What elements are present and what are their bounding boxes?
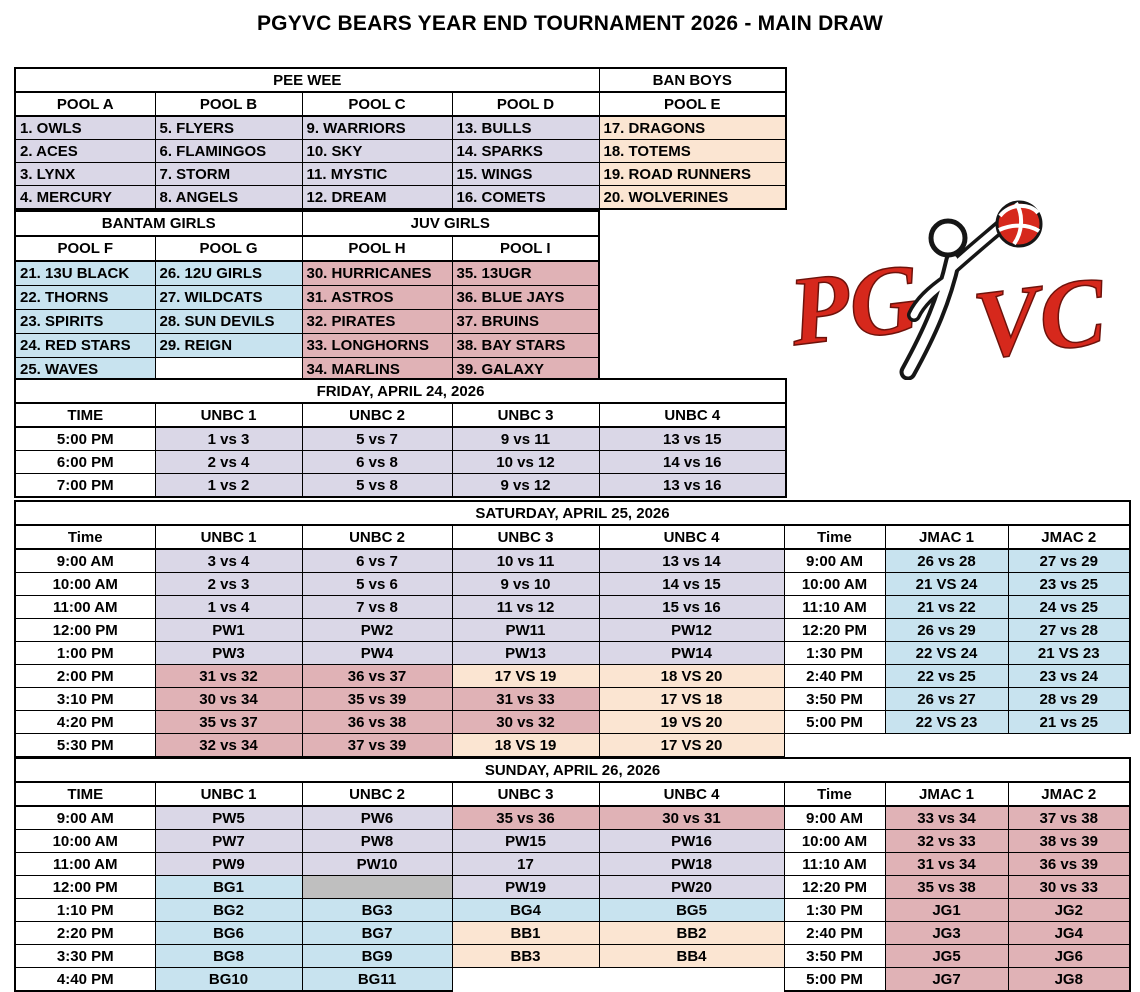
time-cell: 1:10 PM	[15, 899, 155, 922]
match-cell: 27 vs 28	[1008, 619, 1130, 642]
time-cell: 12:00 PM	[15, 876, 155, 899]
team-cell: 38. BAY STARS	[452, 334, 599, 358]
column-header-cell: UNBC 1	[155, 525, 302, 549]
match-cell: JG2	[1008, 899, 1130, 922]
match-cell: PW10	[302, 853, 452, 876]
match-cell: PW11	[452, 619, 599, 642]
time-cell: 6:00 PM	[15, 451, 155, 474]
match-cell: PW18	[599, 853, 784, 876]
match-cell: 31 vs 34	[885, 853, 1008, 876]
team-cell: 16. COMETS	[452, 186, 599, 210]
team-cell: 15. WINGS	[452, 163, 599, 186]
match-cell: 26 vs 29	[885, 619, 1008, 642]
time-cell: 3:30 PM	[15, 945, 155, 968]
team-cell: 33. LONGHORNS	[302, 334, 452, 358]
match-cell: 13 vs 16	[599, 474, 786, 498]
match-cell: BG7	[302, 922, 452, 945]
time-cell: 3:50 PM	[784, 688, 885, 711]
match-cell: 24 vs 25	[1008, 596, 1130, 619]
time-cell: 2:20 PM	[15, 922, 155, 945]
match-cell: 26 vs 28	[885, 549, 1008, 573]
match-cell: 22 VS 24	[885, 642, 1008, 665]
team-cell: 3. LYNX	[15, 163, 155, 186]
team-cell: 36. BLUE JAYS	[452, 286, 599, 310]
time-cell: 3:50 PM	[784, 945, 885, 968]
pool-header-cell: POOL I	[452, 236, 599, 261]
match-cell: BG8	[155, 945, 302, 968]
column-header-cell: UNBC 3	[452, 403, 599, 427]
match-cell: PW12	[599, 619, 784, 642]
match-cell: 1 vs 2	[155, 474, 302, 498]
match-cell: JG7	[885, 968, 1008, 992]
match-cell: PW16	[599, 830, 784, 853]
match-cell: BG9	[302, 945, 452, 968]
empty-cell	[452, 968, 599, 992]
empty-cell	[599, 968, 784, 992]
match-cell: 5 vs 7	[302, 427, 452, 451]
match-cell: BG11	[302, 968, 452, 992]
match-cell	[302, 876, 452, 899]
peewee-banboys-pools-table	[14, 67, 787, 210]
time-cell: 11:10 AM	[784, 853, 885, 876]
match-cell: 14 vs 16	[599, 451, 786, 474]
team-cell: 17. DRAGONS	[599, 116, 786, 140]
match-cell: 17 VS 18	[599, 688, 784, 711]
match-cell: BB3	[452, 945, 599, 968]
column-header-cell: UNBC 4	[599, 403, 786, 427]
column-header-cell: JMAC 2	[1008, 782, 1130, 806]
match-cell: PW4	[302, 642, 452, 665]
match-cell: 17 VS 19	[452, 665, 599, 688]
friday-schedule-table	[14, 378, 787, 498]
page-title: PGYVC BEARS YEAR END TOURNAMENT 2026 - MAIN DRAW	[256, 12, 884, 35]
match-cell: 1 vs 4	[155, 596, 302, 619]
column-header-cell: JMAC 1	[885, 782, 1008, 806]
team-cell: 9. WARRIORS	[302, 116, 452, 140]
column-header-cell: JMAC 1	[885, 525, 1008, 549]
time-cell: 9:00 AM	[784, 806, 885, 830]
saturday-schedule-table	[14, 500, 1131, 758]
match-cell: 30 vs 33	[1008, 876, 1130, 899]
match-cell: 19 VS 20	[599, 711, 784, 734]
match-cell: 13 vs 14	[599, 549, 784, 573]
match-cell: PW5	[155, 806, 302, 830]
match-cell: 38 vs 39	[1008, 830, 1130, 853]
time-cell: 10:00 AM	[784, 573, 885, 596]
match-cell: BG1	[155, 876, 302, 899]
group-header-cell: JUV GIRLS	[302, 211, 599, 236]
match-cell: 31 vs 33	[452, 688, 599, 711]
team-cell: 18. TOTEMS	[599, 140, 786, 163]
time-cell: 4:20 PM	[15, 711, 155, 734]
match-cell: 27 vs 29	[1008, 549, 1130, 573]
match-cell: 10 vs 12	[452, 451, 599, 474]
match-cell: 35 vs 39	[302, 688, 452, 711]
team-cell: 22. THORNS	[15, 286, 155, 310]
pool-header-cell: POOL G	[155, 236, 302, 261]
match-cell: BG3	[302, 899, 452, 922]
match-cell: 21 vs 22	[885, 596, 1008, 619]
match-cell: BG5	[599, 899, 784, 922]
match-cell: JG5	[885, 945, 1008, 968]
match-cell: 5 vs 6	[302, 573, 452, 596]
time-cell: 11:00 AM	[15, 596, 155, 619]
time-cell: 11:10 AM	[784, 596, 885, 619]
match-cell: JG3	[885, 922, 1008, 945]
team-cell: 26. 12U GIRLS	[155, 261, 302, 286]
volleyball-icon	[997, 202, 1041, 246]
column-header-cell: JMAC 2	[1008, 525, 1130, 549]
match-cell: 6 vs 7	[302, 549, 452, 573]
time-cell: 10:00 AM	[784, 830, 885, 853]
time-cell: 3:10 PM	[15, 688, 155, 711]
match-cell: PW3	[155, 642, 302, 665]
column-header-cell: Time	[784, 525, 885, 549]
match-cell: PW9	[155, 853, 302, 876]
time-cell: 1:30 PM	[784, 642, 885, 665]
pool-header-cell: POOL C	[302, 92, 452, 116]
group-header-cell: PEE WEE	[15, 68, 599, 92]
empty-cell	[1008, 734, 1130, 758]
time-cell: 2:00 PM	[15, 665, 155, 688]
time-cell: 12:20 PM	[784, 876, 885, 899]
time-cell: 10:00 AM	[15, 573, 155, 596]
match-cell: PW20	[599, 876, 784, 899]
column-header-cell: UNBC 3	[452, 525, 599, 549]
column-header-cell: UNBC 1	[155, 403, 302, 427]
team-cell: 8. ANGELS	[155, 186, 302, 210]
team-cell: 39. GALAXY	[452, 358, 599, 383]
match-cell: 22 vs 25	[885, 665, 1008, 688]
time-cell: 9:00 AM	[15, 806, 155, 830]
time-cell: 1:00 PM	[15, 642, 155, 665]
pool-header-cell: POOL E	[599, 92, 786, 116]
match-cell: PW8	[302, 830, 452, 853]
day-title-cell: SATURDAY, APRIL 25, 2026	[15, 501, 1130, 525]
match-cell: 9 vs 10	[452, 573, 599, 596]
match-cell: JG4	[1008, 922, 1130, 945]
team-cell: 28. SUN DEVILS	[155, 310, 302, 334]
logo-text-vc: VC	[968, 257, 1112, 380]
team-cell: 23. SPIRITS	[15, 310, 155, 334]
time-cell: 7:00 PM	[15, 474, 155, 498]
column-header-cell: Time	[784, 782, 885, 806]
time-cell: 12:00 PM	[15, 619, 155, 642]
pool-header-cell: POOL A	[15, 92, 155, 116]
match-cell: JG8	[1008, 968, 1130, 992]
match-cell: 10 vs 11	[452, 549, 599, 573]
match-cell: 18 VS 20	[599, 665, 784, 688]
match-cell: 11 vs 12	[452, 596, 599, 619]
match-cell: 37 vs 39	[302, 734, 452, 758]
match-cell: 7 vs 8	[302, 596, 452, 619]
match-cell: 2 vs 3	[155, 573, 302, 596]
match-cell: 33 vs 34	[885, 806, 1008, 830]
column-header-cell: UNBC 2	[302, 525, 452, 549]
column-header-cell: UNBC 3	[452, 782, 599, 806]
match-cell: 26 vs 27	[885, 688, 1008, 711]
time-cell: 12:20 PM	[784, 619, 885, 642]
match-cell: 30 vs 31	[599, 806, 784, 830]
time-cell: 5:00 PM	[784, 711, 885, 734]
column-header-cell: UNBC 1	[155, 782, 302, 806]
column-header-cell: UNBC 4	[599, 525, 784, 549]
team-cell: 37. BRUINS	[452, 310, 599, 334]
team-cell: 5. FLYERS	[155, 116, 302, 140]
team-cell: 34. MARLINS	[302, 358, 452, 383]
time-cell: 10:00 AM	[15, 830, 155, 853]
match-cell: 36 vs 37	[302, 665, 452, 688]
match-cell: 13 vs 15	[599, 427, 786, 451]
day-title-cell: FRIDAY, APRIL 24, 2026	[15, 379, 786, 403]
column-header-cell: Time	[15, 525, 155, 549]
match-cell: 23 vs 25	[1008, 573, 1130, 596]
group-header-cell: BAN BOYS	[599, 68, 786, 92]
match-cell: 31 vs 32	[155, 665, 302, 688]
bantam-juv-girls-pools-table	[14, 210, 600, 383]
match-cell: 6 vs 8	[302, 451, 452, 474]
team-cell: 12. DREAM	[302, 186, 452, 210]
time-cell: 5:30 PM	[15, 734, 155, 758]
time-cell: 2:40 PM	[784, 922, 885, 945]
team-cell: 24. RED STARS	[15, 334, 155, 358]
match-cell: 15 vs 16	[599, 596, 784, 619]
empty-cell	[784, 734, 885, 758]
column-header-cell: TIME	[15, 782, 155, 806]
match-cell: 36 vs 39	[1008, 853, 1130, 876]
match-cell: 17	[452, 853, 599, 876]
match-cell: JG6	[1008, 945, 1130, 968]
match-cell: PW19	[452, 876, 599, 899]
match-cell: 22 VS 23	[885, 711, 1008, 734]
time-cell: 9:00 AM	[15, 549, 155, 573]
match-cell: PW6	[302, 806, 452, 830]
group-header-cell: BANTAM GIRLS	[15, 211, 302, 236]
match-cell: PW13	[452, 642, 599, 665]
match-cell: 37 vs 38	[1008, 806, 1130, 830]
match-cell: 17 VS 20	[599, 734, 784, 758]
team-cell: 1. OWLS	[15, 116, 155, 140]
match-cell: BB2	[599, 922, 784, 945]
match-cell: 21 vs 25	[1008, 711, 1130, 734]
match-cell: PW15	[452, 830, 599, 853]
match-cell: 32 vs 34	[155, 734, 302, 758]
match-cell: BG10	[155, 968, 302, 992]
match-cell: BB1	[452, 922, 599, 945]
match-cell: 30 vs 34	[155, 688, 302, 711]
match-cell: JG1	[885, 899, 1008, 922]
match-cell: 9 vs 12	[452, 474, 599, 498]
team-cell: 25. WAVES	[15, 358, 155, 383]
pgvc-logo-graphic	[790, 198, 1126, 380]
empty-cell	[885, 734, 1008, 758]
team-cell: 31. ASTROS	[302, 286, 452, 310]
match-cell: 36 vs 38	[302, 711, 452, 734]
match-cell: 14 vs 15	[599, 573, 784, 596]
time-cell: 5:00 PM	[784, 968, 885, 992]
team-cell: 29. REIGN	[155, 334, 302, 358]
team-cell: 27. WILDCATS	[155, 286, 302, 310]
column-header-cell: UNBC 2	[302, 782, 452, 806]
team-cell: 13. BULLS	[452, 116, 599, 140]
team-cell: 4. MERCURY	[15, 186, 155, 210]
team-cell: 20. WOLVERINES	[599, 186, 786, 210]
team-cell: 32. PIRATES	[302, 310, 452, 334]
match-cell: PW2	[302, 619, 452, 642]
match-cell: BB4	[599, 945, 784, 968]
time-cell: 11:00 AM	[15, 853, 155, 876]
match-cell: 1 vs 3	[155, 427, 302, 451]
column-header-cell: UNBC 4	[599, 782, 784, 806]
team-cell: 21. 13U BLACK	[15, 261, 155, 286]
match-cell: 21 VS 24	[885, 573, 1008, 596]
match-cell: 35 vs 38	[885, 876, 1008, 899]
pool-header-cell: POOL H	[302, 236, 452, 261]
time-cell: 4:40 PM	[15, 968, 155, 992]
team-cell: 7. STORM	[155, 163, 302, 186]
team-cell: 35. 13UGR	[452, 261, 599, 286]
match-cell: BG6	[155, 922, 302, 945]
pgvc-logo	[790, 198, 1126, 380]
match-cell: BG4	[452, 899, 599, 922]
team-cell: 11. MYSTIC	[302, 163, 452, 186]
team-cell: 30. HURRICANES	[302, 261, 452, 286]
match-cell: 23 vs 24	[1008, 665, 1130, 688]
match-cell: 30 vs 32	[452, 711, 599, 734]
pool-header-cell: POOL F	[15, 236, 155, 261]
team-cell: 6. FLAMINGOS	[155, 140, 302, 163]
match-cell: 3 vs 4	[155, 549, 302, 573]
match-cell: PW14	[599, 642, 784, 665]
time-cell: 1:30 PM	[784, 899, 885, 922]
column-header-cell: UNBC 2	[302, 403, 452, 427]
match-cell: 21 VS 23	[1008, 642, 1130, 665]
match-cell: 28 vs 29	[1008, 688, 1130, 711]
match-cell: 9 vs 11	[452, 427, 599, 451]
match-cell: 5 vs 8	[302, 474, 452, 498]
column-header-cell: TIME	[15, 403, 155, 427]
pool-header-cell: POOL B	[155, 92, 302, 116]
match-cell: PW1	[155, 619, 302, 642]
match-cell: 2 vs 4	[155, 451, 302, 474]
time-cell: 2:40 PM	[784, 665, 885, 688]
team-cell: 10. SKY	[302, 140, 452, 163]
logo-text-pg: PG	[790, 243, 927, 367]
sunday-schedule-table	[14, 757, 1131, 992]
time-cell: 5:00 PM	[15, 427, 155, 451]
team-cell: 19. ROAD RUNNERS	[599, 163, 786, 186]
match-cell: 32 vs 33	[885, 830, 1008, 853]
team-cell: 2. ACES	[15, 140, 155, 163]
match-cell: BG2	[155, 899, 302, 922]
team-cell: 14. SPARKS	[452, 140, 599, 163]
day-title-cell: SUNDAY, APRIL 26, 2026	[15, 758, 1130, 782]
time-cell: 9:00 AM	[784, 549, 885, 573]
match-cell: 35 vs 36	[452, 806, 599, 830]
match-cell: 35 vs 37	[155, 711, 302, 734]
pool-header-cell: POOL D	[452, 92, 599, 116]
match-cell: 18 VS 19	[452, 734, 599, 758]
match-cell: PW7	[155, 830, 302, 853]
